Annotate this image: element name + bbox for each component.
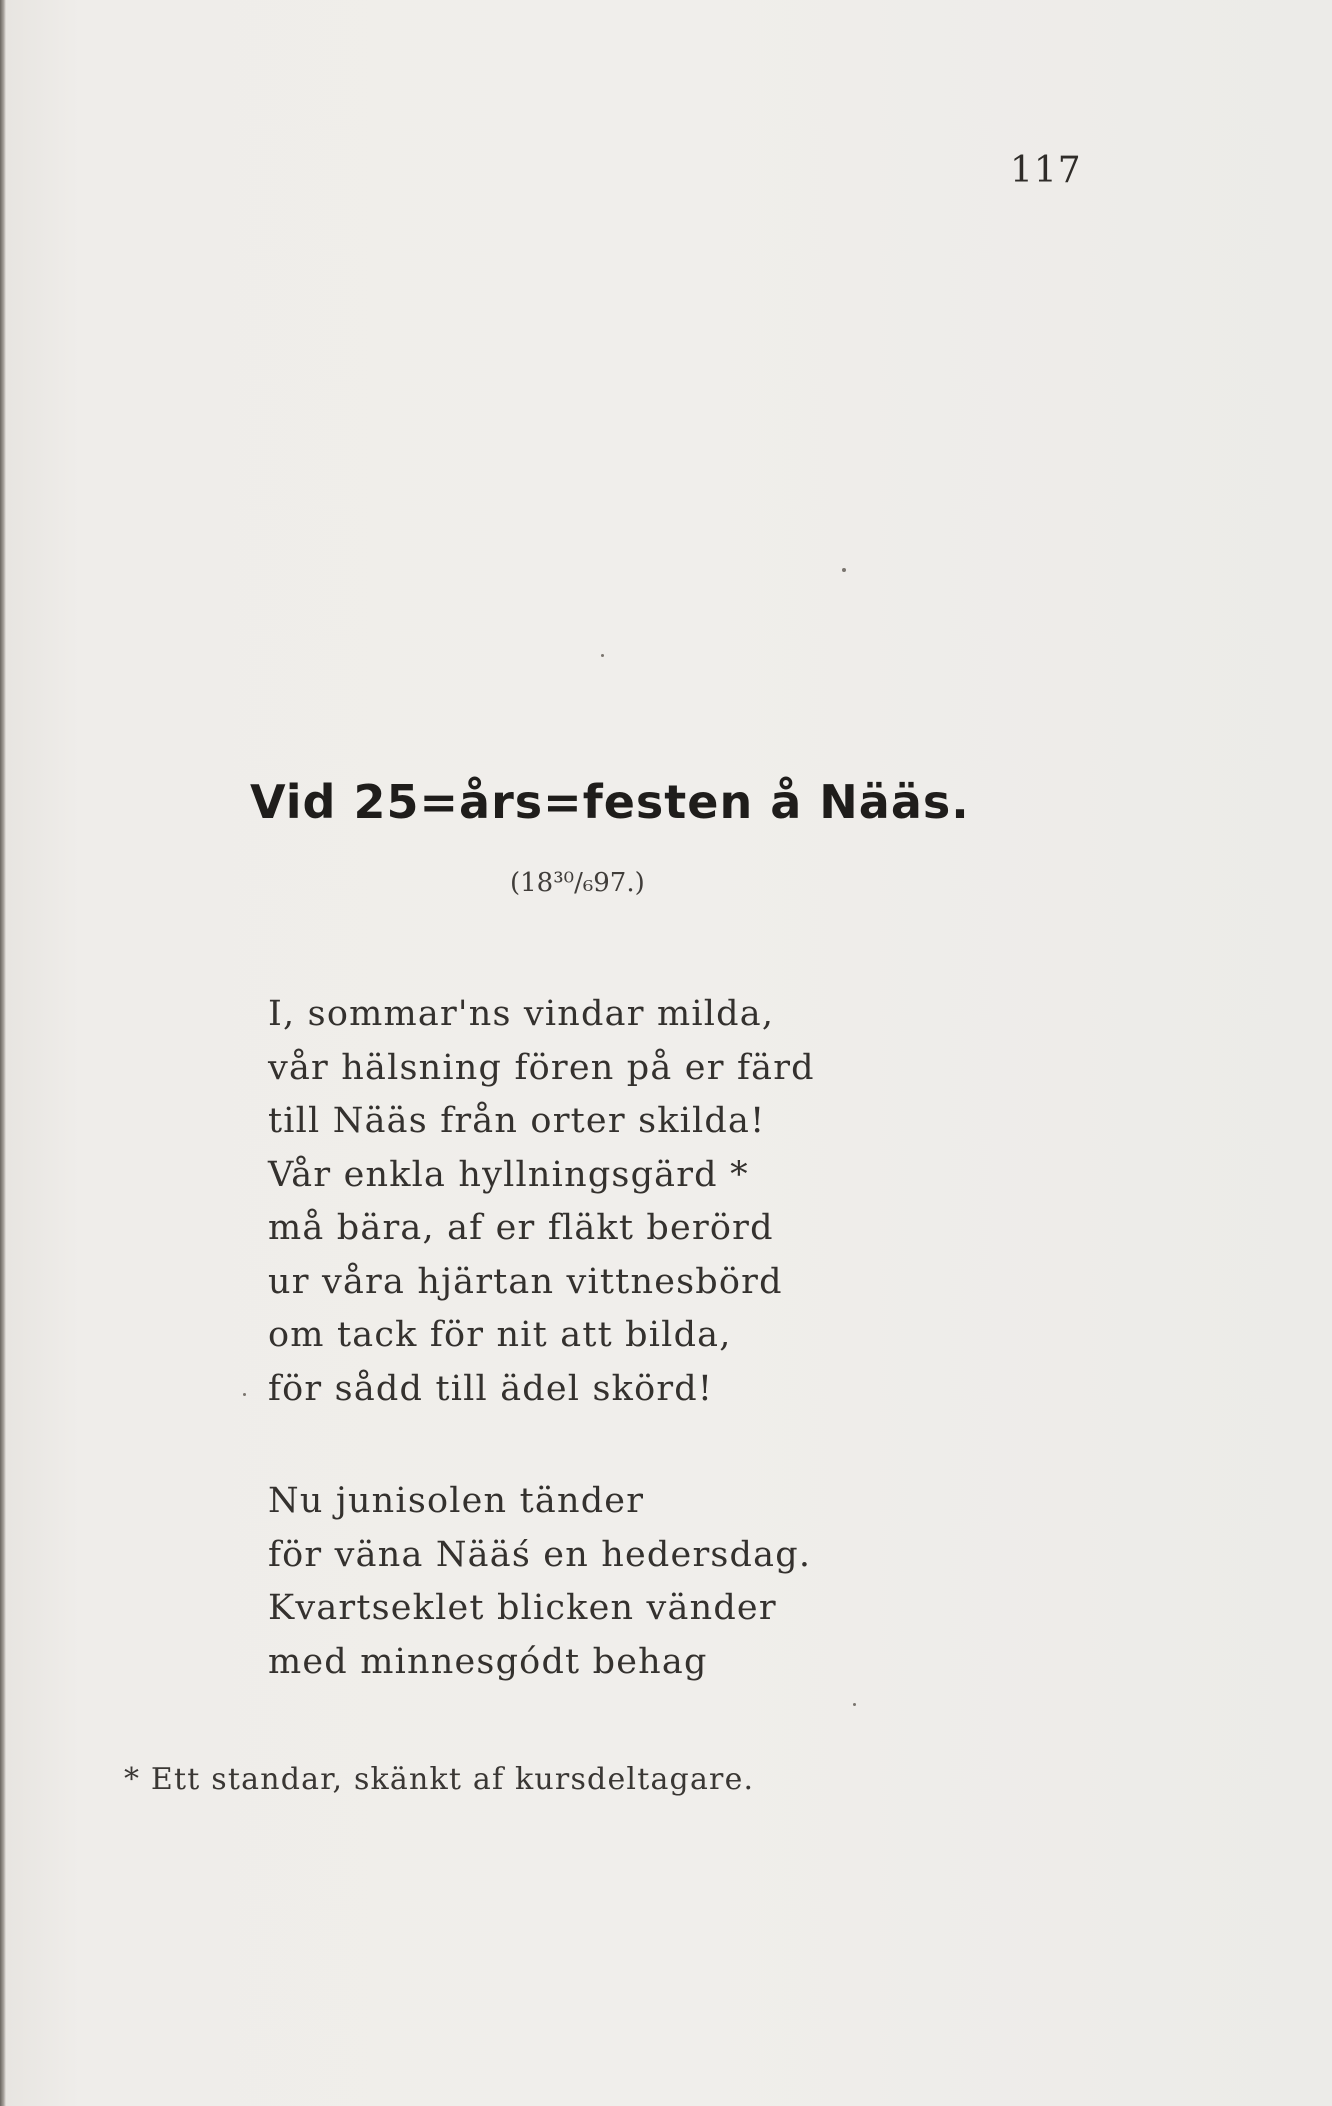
footnote: * Ett standar, skänkt af kursdeltagare.	[124, 1762, 755, 1797]
poem-date: (18³⁰/₆97.)	[510, 868, 645, 898]
poem-line: ur våra hjärtan vittnesbörd	[268, 1261, 783, 1302]
poem-line: till Nääs från orter skilda!	[268, 1101, 766, 1141]
poem-title: Vid 25=års=festen å Nääs.	[250, 775, 970, 829]
poem-line: Kvartseklet blicken vänder	[268, 1588, 777, 1628]
poem-line: för sådd till ädel skörd!	[268, 1368, 714, 1409]
paper-speck	[243, 1393, 246, 1396]
page-number: 117	[1010, 150, 1082, 191]
paper-speck	[601, 654, 604, 657]
poem-line: Nu junisolen tänder	[268, 1481, 645, 1521]
poem-line: om tack för nit att bilda,	[268, 1315, 732, 1355]
poem-line: vår hälsning fören på er färd	[268, 1047, 815, 1088]
poem-line: för väna Nääś en hedersdag.	[268, 1534, 812, 1575]
poem-line: må bära, af er fläkt berörd	[268, 1208, 774, 1248]
page-binding-edge	[0, 0, 6, 2106]
poem-line: med minnesgódt behag	[268, 1641, 708, 1682]
poem-stanza-2	[268, 1475, 811, 1689]
poem-stanza-1	[268, 988, 815, 1416]
paper-speck	[842, 568, 846, 572]
poem-line: Vår enkla hyllningsgärd *	[268, 1154, 749, 1195]
poem-line: I, sommar'ns vindar milda,	[268, 994, 775, 1034]
paper-speck	[853, 1703, 856, 1706]
